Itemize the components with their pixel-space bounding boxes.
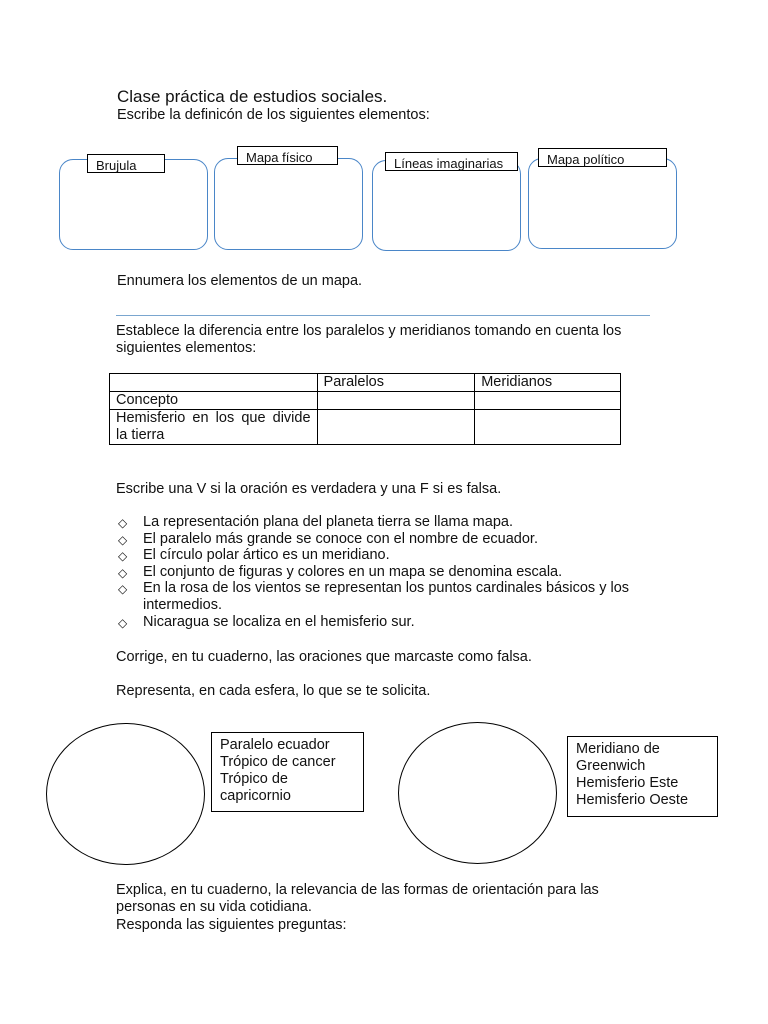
sphere-right[interactable] bbox=[398, 722, 557, 864]
comparison-table bbox=[109, 373, 621, 445]
statement-text: La representación plana del planeta tierra se llama mapa. bbox=[143, 514, 513, 530]
explain-instruction: Explica, en tu cuaderno, la relevancia de las formas de orientación para las personas en su vida cotidiana. bbox=[116, 882, 599, 915]
table-cell-meridianos[interactable] bbox=[475, 410, 621, 445]
table-header-paralelos: Paralelos bbox=[317, 374, 475, 392]
label-mapa-politico: Mapa político bbox=[538, 148, 667, 167]
table-header-empty bbox=[110, 374, 318, 392]
list-item bbox=[116, 614, 656, 631]
sphere-left-list bbox=[211, 732, 364, 812]
sphere-left-item: Trópico de cancer bbox=[220, 754, 336, 770]
statement-text: En la rosa de los vientos se representan los puntos cardinales básicos y los intermedios. bbox=[143, 580, 630, 613]
diamond-bullet-icon: ◇ bbox=[118, 615, 128, 630]
enumerate-instruction: Ennumera los elementos de un mapa. bbox=[117, 273, 363, 289]
statements-list bbox=[116, 514, 656, 630]
label-lineas-imaginarias: Líneas imaginarias bbox=[385, 152, 518, 171]
diamond-bullet-icon: ◇ bbox=[118, 582, 128, 597]
table-cell-paralelos[interactable] bbox=[317, 410, 475, 445]
definition-box-mapa-fisico[interactable] bbox=[214, 158, 363, 250]
statement-text: El conjunto de figuras y colores en un mapa se denomina escala. bbox=[143, 563, 563, 580]
list-item bbox=[116, 514, 656, 531]
diamond-bullet-icon: ◇ bbox=[118, 565, 128, 580]
sphere-right-item: Meridiano de Greenwich bbox=[576, 741, 660, 774]
table-row-label: Concepto bbox=[110, 392, 318, 410]
represent-instruction: Representa, en cada esfera, lo que se te solicita. bbox=[116, 683, 431, 699]
answer-instruction: Responda las siguientes preguntas: bbox=[116, 917, 347, 933]
list-item bbox=[116, 564, 656, 581]
sphere-left[interactable] bbox=[46, 723, 205, 865]
definition-box-mapa-politico[interactable] bbox=[528, 158, 677, 249]
sphere-right-item: Hemisferio Oeste bbox=[576, 792, 689, 808]
table-cell-meridianos[interactable] bbox=[475, 392, 621, 410]
statement-text: El paralelo más grande se conoce con el nombre de ecuador. bbox=[143, 530, 538, 547]
diamond-bullet-icon: ◇ bbox=[118, 516, 128, 530]
label-mapa-fisico: Mapa físico bbox=[237, 146, 338, 165]
answer-line[interactable] bbox=[116, 315, 650, 316]
table-row bbox=[110, 410, 621, 445]
sphere-left-item: Trópico de capricornio bbox=[220, 771, 291, 804]
difference-instruction: Establece la diferencia entre los paralelos y meridianos tomando en cuenta los siguientes elementos: bbox=[116, 323, 622, 356]
page-title: Clase práctica de estudios sociales. bbox=[117, 87, 388, 106]
list-item bbox=[116, 531, 656, 548]
definition-box-lineas-imaginarias[interactable] bbox=[372, 160, 521, 251]
list-item bbox=[116, 580, 656, 613]
statement-text: Nicaragua se localiza en el hemisferio sur. bbox=[143, 613, 415, 630]
statement-text: El círculo polar ártico es un meridiano. bbox=[143, 547, 390, 564]
table-row bbox=[110, 392, 621, 410]
correct-instruction: Corrige, en tu cuaderno, las oraciones que marcaste como falsa. bbox=[116, 649, 532, 665]
diamond-bullet-icon: ◇ bbox=[118, 549, 128, 564]
table-cell-paralelos[interactable] bbox=[317, 392, 475, 410]
sphere-left-item: Paralelo ecuador bbox=[220, 737, 330, 753]
table-header-meridianos: Meridianos bbox=[475, 374, 621, 392]
list-item bbox=[116, 547, 656, 564]
table-header-row bbox=[110, 374, 621, 392]
diamond-bullet-icon: ◇ bbox=[118, 532, 128, 547]
definitions-instruction: Escribe la definicón de los siguientes elementos: bbox=[117, 107, 430, 123]
sphere-right-item: Hemisferio Este bbox=[576, 775, 679, 791]
table-row-label: Hemisferio en los que divide la tierra bbox=[110, 410, 318, 445]
sphere-right-list bbox=[567, 736, 718, 817]
true-false-instruction: Escribe una V si la oración es verdadera y una F si es falsa. bbox=[116, 481, 502, 497]
label-brujula: Brujula bbox=[87, 154, 165, 173]
